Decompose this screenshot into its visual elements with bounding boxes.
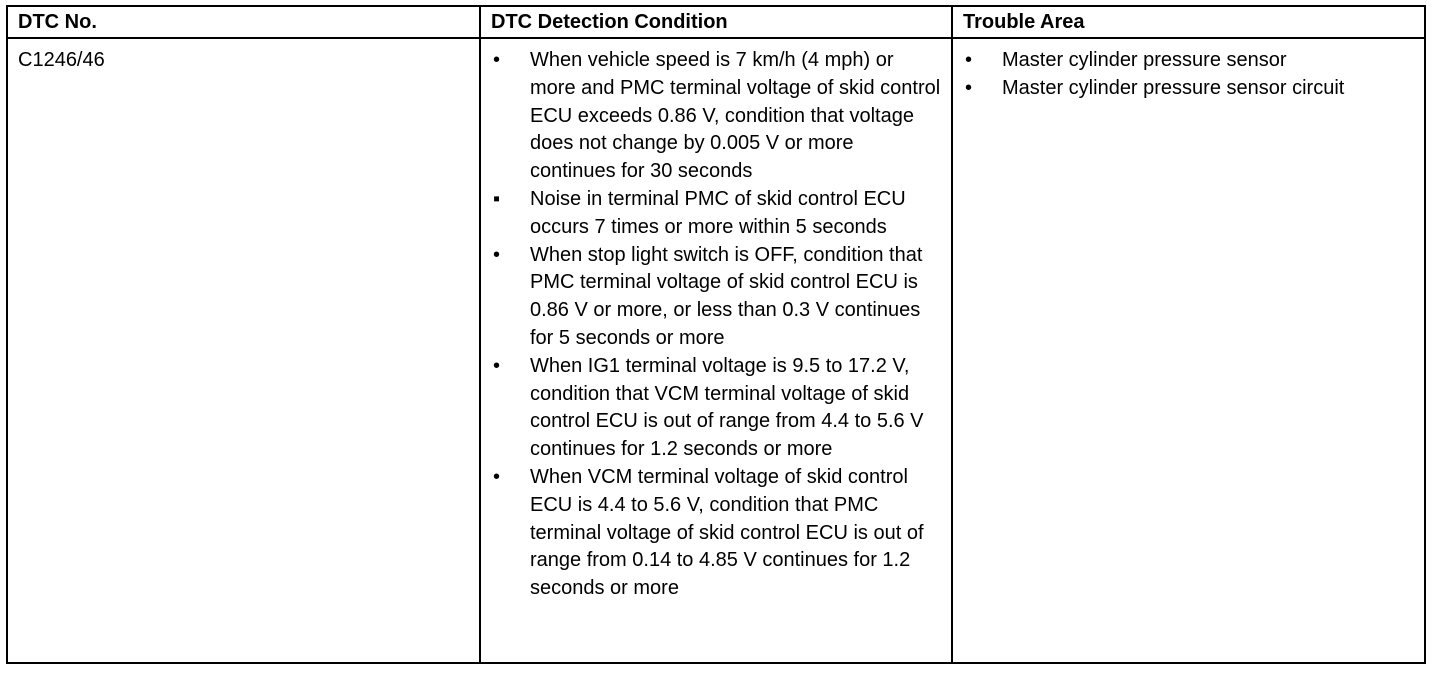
trouble-area-text: Master cylinder pressure sensor [1002,49,1287,71]
list-item [963,47,1414,75]
list-item [491,464,941,603]
condition-text: When VCM terminal voltage of skid control ECU is 4.4 to 5.6 V, condition that PMC terminal voltage of skid control ECU is out of range from 0.14 to 4.85 V continues for 1.2 seconds or more [530,465,924,600]
bullet-icon: • [493,354,501,377]
trouble-area-text: Master cylinder pressure sensor circuit [1002,76,1345,99]
bullet-icon: • [493,49,501,71]
condition-text: When vehicle speed is 7 km/h (4 mph) or more and PMC terminal voltage of skid control ECU exceeds 0.86 V, condition that voltage does not change by 0.005 V or more continues for 30 seconds [530,49,941,183]
bullet-icon: • [965,76,973,99]
header-detection-condition: DTC Detection Condition [480,6,952,38]
trouble-area-cell [952,38,1425,663]
detection-condition-cell [480,38,952,663]
dtc-table [6,5,1426,664]
bullet-icon: • [493,465,501,488]
list-item [491,353,941,464]
table-header-row [7,6,1425,38]
table-row [7,38,1425,663]
condition-text: When stop light switch is OFF, condition that PMC terminal voltage of skid control ECU is 0.86 V or more, or less than 0.3 V continues for 5 seconds or more [530,243,923,349]
header-trouble-area: Trouble Area [952,6,1425,38]
bullet-icon: • [965,49,973,71]
condition-list [491,47,941,603]
condition-text: Noise in terminal PMC of skid control ECU occurs 7 times or more within 5 seconds [530,187,906,238]
list-item [963,75,1414,103]
condition-text: When IG1 terminal voltage is 9.5 to 17.2 V, condition that VCM terminal voltage of skid control ECU is out of range from 4.4 to 5.6 V continues for 1.2 seconds or more [530,354,924,461]
list-item [491,186,941,242]
bullet-icon: • [493,243,501,266]
square-bullet-icon: ▪ [493,187,501,210]
list-item [491,242,941,353]
dtc-code-cell: C1246/46 [7,38,480,663]
trouble-area-list [963,47,1414,102]
header-dtc-no: DTC No. [7,6,480,38]
list-item [491,47,941,186]
